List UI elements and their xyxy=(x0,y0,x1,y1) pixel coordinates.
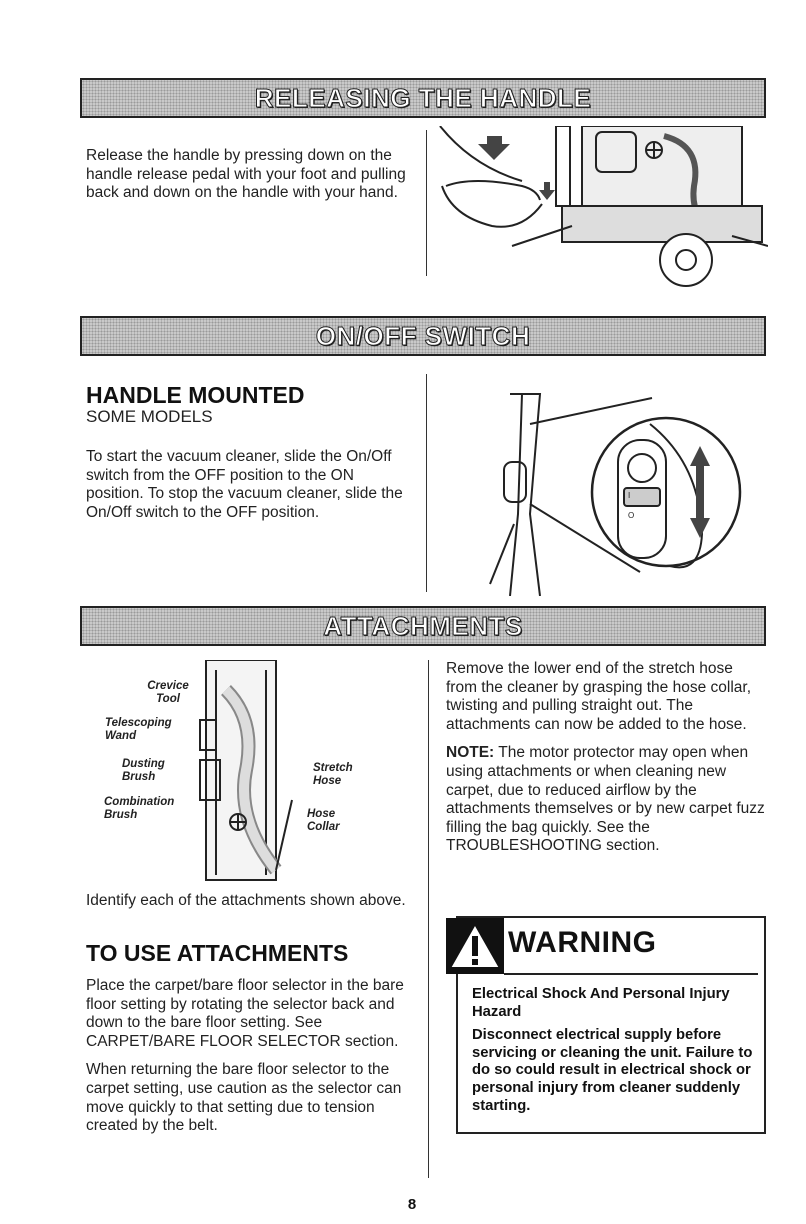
down-arrow-icon xyxy=(539,182,555,200)
column-divider xyxy=(426,374,427,592)
to-use-attachments-heading: TO USE ATTACHMENTS xyxy=(86,940,349,966)
remove-hose-paragraph: Remove the lower end of the stretch hose from the cleaner by grasping the hose collar, twisting and pulling straight out. The attachments can now be added to the hose. xyxy=(446,660,752,733)
section-banner-onoff xyxy=(80,316,766,356)
handle-release-illustration xyxy=(432,126,768,294)
label-combination-brush: Combination Brush xyxy=(104,796,175,821)
warning-hazard: Electrical Shock And Personal Injury Hazard xyxy=(472,986,730,1020)
label-hose-collar: Hose Collar xyxy=(307,808,340,833)
up-down-arrow-icon xyxy=(690,446,710,538)
warning-triangle-icon xyxy=(446,918,504,974)
label-dusting-brush: Dusting Brush xyxy=(122,758,165,783)
label-telescoping-wand: Telescoping Wand xyxy=(105,717,172,742)
use-paragraph-2: When returning the bare floor selector to the carpet setting, use caution as the selector can move quickly to that setting due to tension created by the belt. xyxy=(86,1061,402,1135)
onoff-switch-illustration xyxy=(470,384,760,596)
switch-on-label: I xyxy=(628,491,631,500)
warning-rule xyxy=(504,973,758,975)
warning-instruction: Disconnect electrical supply before servicing or cleaning the unit. Failure to do so could result in electrical shock or personal injury from cleaner suddenly starting. xyxy=(472,1027,753,1114)
section-title: ATTACHMENTS xyxy=(323,610,523,641)
column-divider xyxy=(426,130,427,276)
releasing-instructions: Release the handle by pressing down on the handle release pedal with your foot and pulling back and down on the handle with your hand. xyxy=(86,147,406,202)
note-text: The motor protector may open when using attachments or when cleaning new carpet, due to reduced airflow by the attachments themselves or by new carpet fuzz filling the bag quickly. See the TROUBLESHOOTING section. xyxy=(446,744,765,855)
section-banner-attachments xyxy=(80,606,766,646)
switch-off-label: O xyxy=(628,511,635,520)
identify-text: Identify each of the attachments shown above. xyxy=(86,892,406,909)
section-banner-releasing xyxy=(80,78,766,118)
handle-mounted-heading: HANDLE MOUNTED xyxy=(86,382,305,408)
note-paragraph xyxy=(446,744,766,856)
page-number: 8 xyxy=(407,1196,417,1213)
use-paragraph-1: Place the carpet/bare floor selector in the bare floor setting by rotating the selector back and down to the bare floor setting. See CARPET/BARE FLOOR SELECTOR section. xyxy=(86,977,404,1050)
some-models-subheading: SOME MODELS xyxy=(86,407,213,426)
label-crevice-tool: Crevice Tool xyxy=(147,680,189,705)
down-arrow-icon xyxy=(478,136,510,160)
label-stretch-hose: Stretch Hose xyxy=(313,762,353,787)
note-label: NOTE: xyxy=(446,744,495,762)
warning-body xyxy=(472,986,762,1121)
use-attachments-text xyxy=(86,977,408,1146)
section-title: ON/OFF SWITCH xyxy=(315,320,531,351)
warning-box xyxy=(456,916,766,1134)
warning-title: WARNING xyxy=(508,926,657,959)
onoff-instructions: To start the vacuum cleaner, slide the On/Off switch from the OFF position to the ON position. To stop the vacuum cleaner, slide the On/Off switch to the OFF position. xyxy=(86,448,403,521)
attachments-right-text xyxy=(446,660,766,866)
column-divider xyxy=(428,660,429,1178)
section-title: RELEASING THE HANDLE xyxy=(254,82,592,113)
